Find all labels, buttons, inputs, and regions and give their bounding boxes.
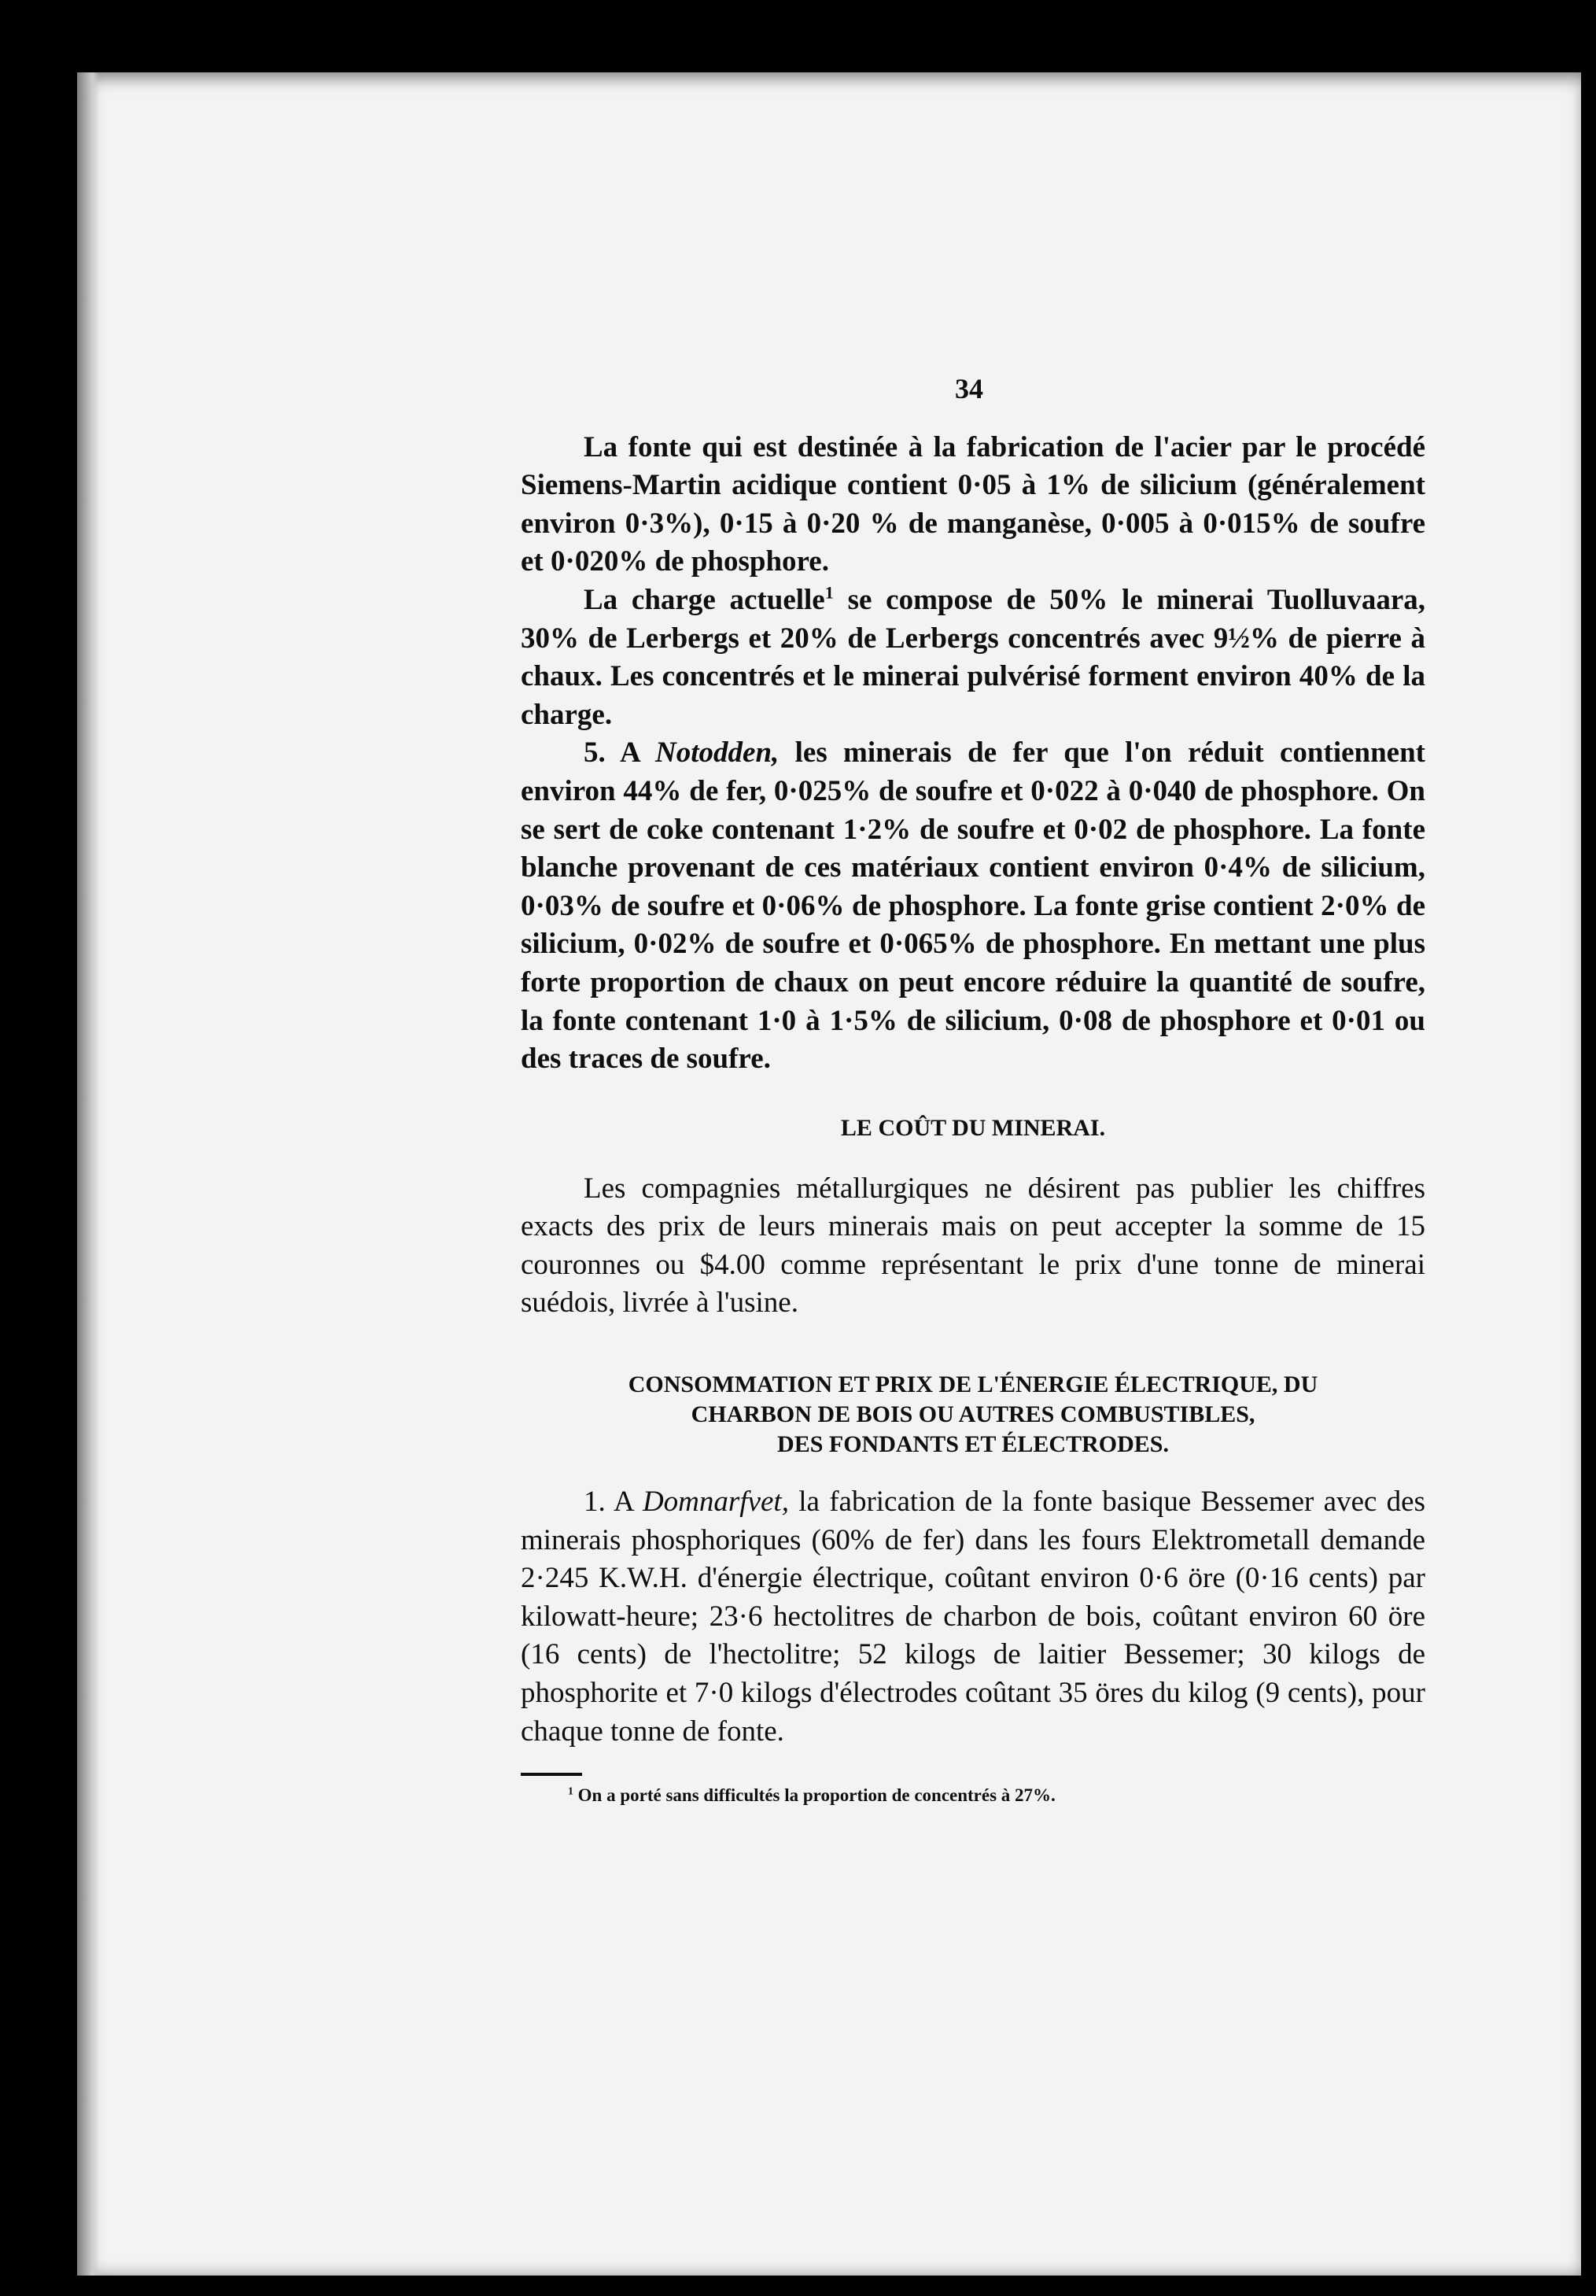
heading-cost: LE COÛT DU MINERAI. [840, 1114, 1106, 1141]
heading-consumption-line-2: CHARBON DE BOIS OU AUTRES COMBUSTIBLES, [691, 1401, 1255, 1428]
footnote [521, 1784, 1425, 1807]
domnarfvet-number: 1. A [584, 1486, 633, 1519]
page-text [521, 370, 1425, 1807]
paragraph-domnarfvet [521, 1483, 1425, 1751]
charge-lead: La charge actuelle [584, 583, 825, 616]
notodden-number: 5. A [584, 736, 640, 770]
heading-consumption [521, 1370, 1425, 1460]
notodden-place: Notodden, [655, 736, 780, 770]
paragraph-charge [521, 581, 1425, 734]
domnarfvet-text: la fabrication de la fonte basique Bessemer avec des minerais phosphoriques (60% de fer) dans les fours Elektrometall demande 2·245 K.W.H. d'énergie électrique, coûtant environ 0·6 öre (0·16 cents) par kilowatt-heure; 23·6 hectolitres de charbon de bois, coûtant environ 60 öre (16 cents) de l'hectolitre; 52 kilogs de laitier Bessemer; 30 kilogs de phosphorite et 7·0 kilogs d'électrodes coûtant 35 öres du kilog (9 cents), pour chaque tonne de fonte. [521, 1486, 1426, 1748]
paragraph-notodden [521, 734, 1425, 1078]
charge-rest: se compose de 50% le minerai Tuolluvaara, 30% de Lerbergs et 20% de Lerbergs concentrés avec 9½% de pierre à chaux. Les concentrés et le minerai pulvérisé forment environ 40% de la charge. [521, 583, 1425, 731]
page-binding-shadow [77, 72, 99, 2276]
notodden-text: les minerais de fer que l'on réduit contiennent environ 44% de fer, 0·025% de soufre et 0·022 à 0·040 de phosphore. On se sert de coke contenant 1·2% de soufre et 0·02 de phosphore. La fonte blanche provenant de ces matériaux contient environ 0·4% de silicium, 0·03% de soufre et 0·06% de phosphore. La fonte grise contient 2·0% de silicium, 0·02% de soufre et 0·065% de phosphore. En mettant une plus forte proportion de chaux on peut encore réduire la quantité de soufre, la fonte contenant 1·0 à 1·5% de silicium, 0·08 de phosphore et 0·01 ou des traces de soufre. [521, 736, 1426, 1076]
heading-consumption-line-3: DES FONDANTS ET ÉLECTRODES. [777, 1431, 1169, 1458]
footnote-marker: 1 [568, 1785, 573, 1797]
heading-consumption-line-1: CONSOMMATION ET PRIX DE L'ÉNERGIE ÉLECTRIQUE, DU [628, 1371, 1318, 1398]
footnote-text: On a porté sans difficultés la proportion de concentrés à 27%. [577, 1785, 1056, 1806]
domnarfvet-place: Domnarfvet, [642, 1486, 789, 1519]
paragraph-acid-steel: La fonte qui est destinée à la fabrication de l'acier par le procédé Siemens-Martin acidique contient 0·05 à 1% de silicium (généralement environ 0·3%), 0·15 à 0·20 % de manganèse, 0·005 à 0·015% de soufre et 0·020% de phosphore. [521, 430, 1425, 578]
footnote-ref: 1 [824, 582, 834, 603]
footnote-divider [521, 1773, 582, 1776]
page-number: 34 [955, 373, 983, 404]
bold-section [521, 429, 1425, 1079]
paragraph-cost: Les compagnies métallurgiques ne désirent pas publier les chiffres exacts des prix de leurs minerais mais on peut accepter la somme de 15 couronnes ou $4.00 comme représentant le prix d'une tonne de minerai suédois, livrée à l'usine. [521, 1172, 1425, 1320]
